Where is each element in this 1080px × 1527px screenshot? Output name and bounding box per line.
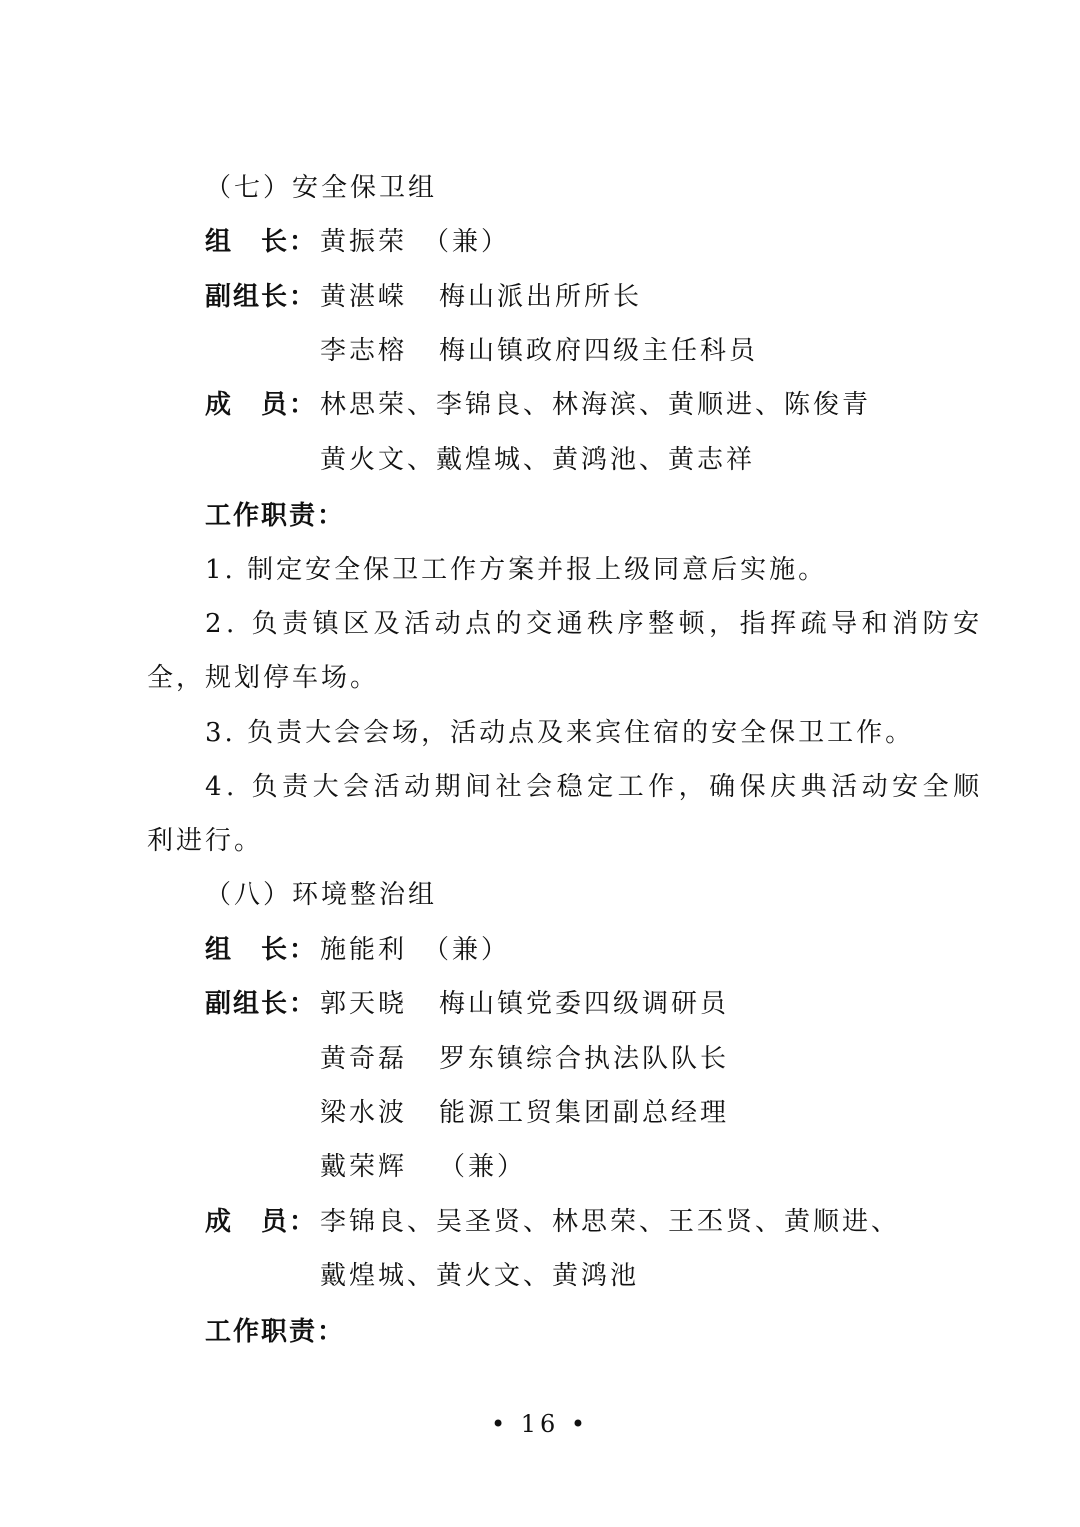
- section7-duty-3: 3. 负责大会会场，活动点及来宾住宿的安全保卫工作。: [205, 718, 915, 748]
- section7-members-label: 成 员：: [205, 390, 318, 420]
- section8-members-row-1: [205, 1202, 900, 1242]
- section7-leader-row: [205, 222, 510, 262]
- deputy-name: 戴荣辉: [320, 1152, 408, 1182]
- section7-duties-label: 工作职责：: [205, 501, 346, 531]
- section7-members-row-1: [205, 385, 871, 425]
- section7-duty-4-cont: 利进行。: [147, 826, 264, 856]
- deputy-title: 梅山派出所所长: [439, 282, 643, 312]
- deputy-title: 能源工贸集团副总经理: [439, 1098, 730, 1128]
- deputy-name: 郭天晓: [320, 989, 408, 1019]
- section7-heading: （七）安全保卫组: [205, 173, 438, 203]
- section8-leader-row: [205, 930, 510, 970]
- section7-leader-label: 组 长：: [205, 227, 318, 257]
- section8-deputy-row-3: [320, 1093, 729, 1133]
- section8-deputy-row-1: [205, 984, 729, 1024]
- page-number: • 16 •: [490, 1410, 590, 1438]
- section7-duty-2: 2. 负责镇区及活动点的交通秩序整顿，指挥疏导和消防安: [205, 609, 984, 639]
- section7-duty-2-cont: 全，规划停车场。: [147, 663, 380, 693]
- deputy-name: 黄奇磊: [320, 1044, 408, 1074]
- section7-deputy-row-1: [205, 277, 642, 317]
- deputy-name: 李志榕: [320, 336, 408, 366]
- members-text: 林思荣、李锦良、林海滨、黄顺进、陈俊青: [320, 390, 872, 420]
- section8-deputy-row-4: [320, 1147, 526, 1187]
- section8-heading: （八）环境整治组: [205, 880, 438, 910]
- members-text: 李锦良、吴圣贤、林思荣、王丕贤、黄顺进、: [320, 1207, 901, 1237]
- deputy-title: 梅山镇党委四级调研员: [439, 989, 730, 1019]
- deputy-title: 梅山镇政府四级主任科员: [439, 336, 759, 366]
- section7-duty-4: 4. 负责大会活动期间社会稳定工作，确保庆典活动安全顺: [205, 772, 984, 802]
- section8-members-label: 成 员：: [205, 1207, 318, 1237]
- deputy-title: （兼）: [439, 1152, 527, 1182]
- section8-deputy-label: 副组长：: [205, 989, 318, 1019]
- section8-members-row-2: 戴煌城、黄火文、黄鸿池: [320, 1261, 640, 1291]
- section7-duty-1: 1. 制定安全保卫工作方案并报上级同意后实施。: [205, 555, 828, 585]
- deputy-name: 梁水波: [320, 1098, 408, 1128]
- section8-duties-label: 工作职责：: [205, 1317, 346, 1347]
- section8-deputy-row-2: [320, 1039, 729, 1079]
- section7-members-row-2: 黄火文、戴煌城、黄鸿池、黄志祥: [320, 445, 756, 475]
- section7-deputy-row-2: [320, 331, 758, 371]
- section8-leader-label: 组 长：: [205, 935, 318, 965]
- section8-leader: 施能利 （兼）: [320, 935, 511, 965]
- deputy-name: 黄湛嵘: [320, 282, 408, 312]
- deputy-title: 罗东镇综合执法队队长: [439, 1044, 730, 1074]
- section7-deputy-label: 副组长：: [205, 282, 318, 312]
- section7-leader: 黄振荣 （兼）: [320, 227, 511, 257]
